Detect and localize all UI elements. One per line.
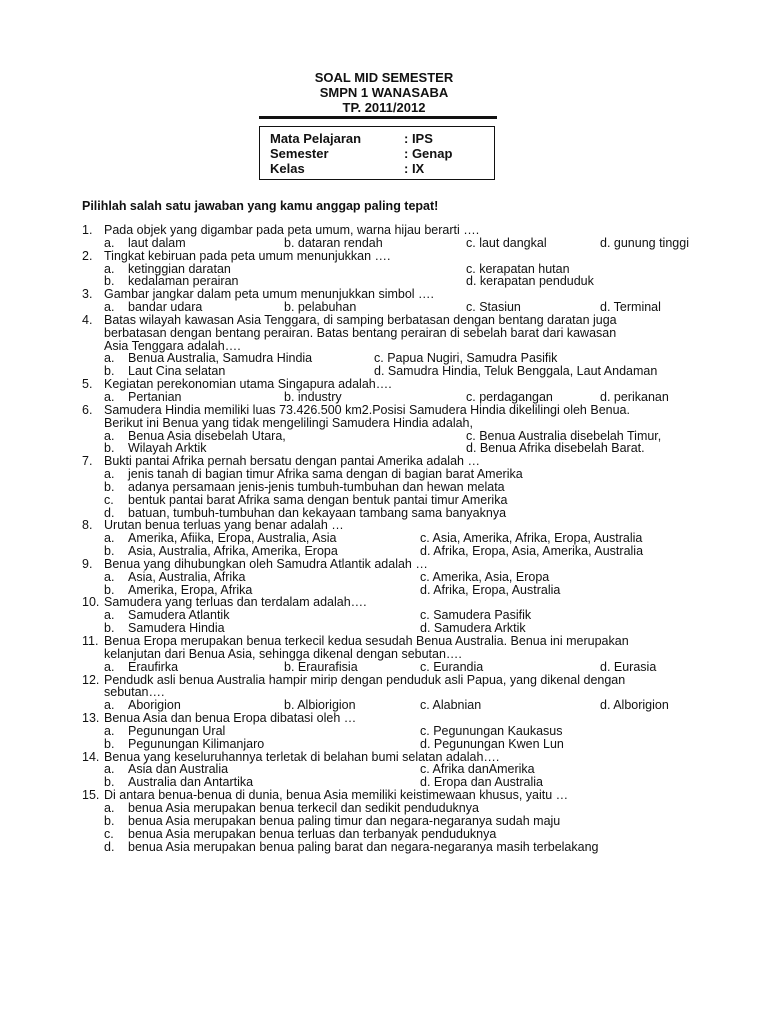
school-name: SMPN 1 WANASABA [319,85,449,100]
option-text: benua Asia merupakan benua terluas dan terbanyak penduduknya [128,826,497,841]
option-text: Benua Australia, Samudra Hindia [128,351,313,366]
subject-info-box [259,126,495,180]
question-text: sebutan…. [104,685,165,700]
option-text: Pegunungan Kilimanjaro [128,736,265,751]
option-letter: b. [104,479,115,494]
answer-option: d. Pegunungan Kwen Lun [420,736,564,751]
answer-option: d. Eropa dan Australia [420,775,543,790]
answer-option: b. dataran rendah [284,235,383,250]
option-text: Amerika, Eropa, Afrika [128,582,253,597]
answer-option: c. Afrika danAmerika [420,762,535,777]
question-text: Benua Asia dan benua Eropa dibatasi oleh … [104,711,357,726]
option-letter: d. [104,839,115,854]
answer-option: c. Pegunungan Kaukasus [420,723,563,738]
option-text: Pegunungan Ural [128,723,226,738]
question-text: Asia Tenggara adalah…. [104,338,241,353]
option-text: Wilayah Arktik [128,441,207,456]
info-key: Kelas [270,161,305,176]
question-text: Samudera Hindia memiliki luas 73.426.500 km2.Posisi Samudera Hindia dikelilingi oleh Benua. [104,402,630,417]
answer-row [82,391,702,404]
question-text: Kegiatan perekonomian utama Singapura adalah…. [104,377,392,392]
answer-option: c. perdagangan [466,389,553,404]
option-text: Benua Asia disebelah Utara, [128,428,286,443]
option-text: benua Asia merupakan benua paling timur dan negara-negaranya sudah maju [128,813,561,828]
option-text: Australia dan Antartika [128,775,254,790]
header-rule [259,116,497,119]
answer-option: c. Alabnian [420,698,482,713]
option-letter: c. [104,492,114,507]
school-year: TP. 2011/2012 [342,100,426,115]
question-stem [82,314,702,327]
option-letter: b. [104,582,115,597]
answer-row [82,545,702,558]
question-text: Gambar jangkar dalam peta umum menunjukkan simbol …. [104,287,435,302]
question-text: Berikut ini Benua yang tidak mengelilingi Samudera Hindia adalah, [104,415,473,430]
answer-option: d. Afrika, Eropa, Asia, Amerika, Australia [420,544,644,559]
option-text: Amerika, Afiika, Eropa, Australia, Asia [128,531,337,546]
option-letter: a. [104,659,115,674]
answer-option: d. Afrika, Eropa, Australia [420,582,561,597]
answer-option [104,841,598,854]
option-text: Asia dan Australia [128,762,229,777]
option-letter: a. [104,389,115,404]
answer-option: b. industry [284,389,342,404]
answer-option: b. Eraurafisia [284,659,358,674]
question-number: 6. [82,402,93,417]
option-text: Asia, Australia, Afrika, Amerika, Eropa [128,544,338,559]
info-value: : IX [404,161,425,176]
question-stem [82,674,702,687]
option-letter: a. [104,608,115,623]
answer-row [82,237,702,250]
exam-title: SOAL MID SEMESTER [314,70,454,85]
option-letter: a. [104,428,115,443]
exam-header [0,70,768,115]
question-text: Urutan benua terluas yang benar adalah … [104,518,344,533]
question-text: Bukti pantai Afrika pernah bersatu dengan pantai Amerika adalah … [104,454,480,469]
question-number: 8. [82,518,93,533]
question-text: Pada objek yang digambar pada peta umum, warna hijau berarti …. [104,223,480,237]
answer-option: c. Amerika, Asia, Eropa [420,569,550,584]
answer-option: c. Asia, Amerika, Afrika, Eropa, Australia [420,531,643,546]
answer-row [82,738,702,751]
instruction-text: Pilihlah salah satu jawaban yang kamu anggap paling tepat! [82,199,439,213]
question-number: 7. [82,454,93,469]
option-letter: a. [104,800,115,815]
question-text: Benua yang keseluruhannya terletak di belahan bumi selatan adalah…. [104,749,500,764]
question-text: Pendudk asli benua Australia hampir mirip dengan penduduk asli Papua, yang dikenal dengan [104,672,626,687]
option-letter: c. [104,826,114,841]
question-number: 10. [82,595,100,610]
option-letter: b. [104,621,115,636]
option-text: Asia, Australia, Afrika [128,569,246,584]
question-number: 5. [82,377,93,392]
answer-row [82,661,702,674]
answer-option: c. kerapatan hutan [466,261,570,276]
answer-row [82,841,702,854]
answer-option [104,237,186,250]
option-letter: a. [104,351,115,366]
question-text: Benua Eropa merupakan benua terkecil kedua sesudah Benua Australia. Benua ini merupakan [104,634,629,648]
answer-option: d. Alborigion [600,698,669,713]
question-stem [82,404,702,417]
question-number: 4. [82,312,93,327]
question-number: 1. [82,223,93,237]
option-letter: a. [104,698,115,713]
option-letter: a. [104,300,115,315]
answer-option: c. Papua Nugiri, Samudra Pasifik [374,351,558,366]
answer-option: d. gunung tinggi [600,235,689,250]
option-text: bandar udara [128,300,203,315]
option-letter: b. [104,364,115,379]
answer-option: d. Eurasia [600,659,657,674]
info-row-subject [270,131,494,146]
option-text: benua Asia merupakan benua terkecil dan sedikit penduduknya [128,800,479,815]
option-letter: b. [104,544,115,559]
option-letter: a. [104,261,115,276]
option-text: bentuk pantai barat Afrika sama dengan bentuk pantai timur Amerika [128,492,508,507]
question-text: Di antara benua-benua di dunia, benua Asia memiliki keistimewaan khusus, yaitu … [104,788,569,803]
option-text: Eraufirka [128,659,179,674]
answer-option [104,738,264,751]
answer-option [104,391,182,404]
info-row-semester [270,146,494,161]
option-letter: d. [104,505,115,520]
option-text: laut dalam [128,235,186,250]
question-text: berbatasan dengan bentang perairan. Batas bentang perairan di sebelah barat dari kawasan [104,325,617,340]
option-text: Samudera Atlantik [128,608,230,623]
option-letter: a. [104,723,115,738]
question-number: 11. [82,634,99,648]
answer-option: b. Albiorigion [284,698,356,713]
option-text: benua Asia merupakan benua paling barat dan negara-negaranya masih terbelakang [128,839,599,854]
answer-option: d. Samudera Arktik [420,621,526,636]
answer-option: d. perikanan [600,389,669,404]
option-letter: a. [104,467,115,482]
info-value: : IPS [404,131,433,146]
question-number: 3. [82,287,93,302]
option-text: Samudera Hindia [128,621,225,636]
answer-option: c. Samudera Pasifik [420,608,532,623]
question-text: Samudera yang terluas dan terdalam adalah…. [104,595,367,610]
question-number: 13. [82,711,100,726]
question-stem-continued [82,327,702,340]
option-letter: a. [104,235,115,250]
question-number: 9. [82,556,93,571]
option-letter: b. [104,441,115,456]
option-text: adanya persamaan jenis-jenis tumbuh-tumbuhan dan hewan melata [128,479,505,494]
question-number: 15. [82,788,100,803]
question-number: 2. [82,248,93,263]
option-text: ketinggian daratan [128,261,231,276]
option-letter: a. [104,531,115,546]
question-text: Batas wilayah kawasan Asia Tenggara, di samping berbatasan dengan bentang daratan juga [104,312,617,327]
option-letter: a. [104,569,115,584]
answer-option: d. Samudra Hindia, Teluk Benggala, Laut Andaman [374,364,658,379]
option-text: Laut Cina selatan [128,364,226,379]
question-number: 12. [82,672,100,687]
info-key: Semester [270,146,329,161]
question-text: kelanjutan dari Benua Asia, sehingga dikenal dengan sebutan…. [104,646,462,661]
answer-option: c. Benua Australia disebelah Timur, [466,428,662,443]
option-text: kedalaman perairan [128,274,239,289]
option-text: jenis tanah di bagian timur Afrika sama dengan di bagian barat Amerika [128,467,523,482]
answer-option [104,661,178,674]
option-letter: a. [104,762,115,777]
option-text: Aborigion [128,698,181,713]
question-text: Tingkat kebiruan pada peta umum menunjukkan …. [104,248,391,263]
answer-option: c. laut dangkal [466,235,547,250]
option-letter: b. [104,775,115,790]
option-letter: b. [104,736,115,751]
answer-option: d. Terminal [600,300,661,315]
answer-row [82,301,702,314]
question-list [82,224,702,853]
answer-option: b. pelabuhan [284,300,357,315]
question-number: 14. [82,749,100,764]
answer-option: d. kerapatan penduduk [466,274,594,289]
question-text: Benua yang dihubungkan oleh Samudra Atlantik adalah … [104,556,428,571]
option-text: batuan, tumbuh-tumbuhan dan kekayaan tambang sama banyaknya [128,505,507,520]
answer-option: d. Benua Afrika disebelah Barat. [466,441,645,456]
answer-option [104,301,202,314]
info-key: Mata Pelajaran [270,131,362,146]
option-letter: b. [104,813,115,828]
answer-option: c. Stasiun [466,300,521,315]
option-letter: b. [104,274,115,289]
info-value: : Genap [404,146,453,161]
question-stem [82,635,702,648]
answer-option [104,545,338,558]
info-row-class [270,161,494,176]
answer-option: c. Eurandia [420,659,484,674]
option-text: Pertanian [128,389,182,404]
